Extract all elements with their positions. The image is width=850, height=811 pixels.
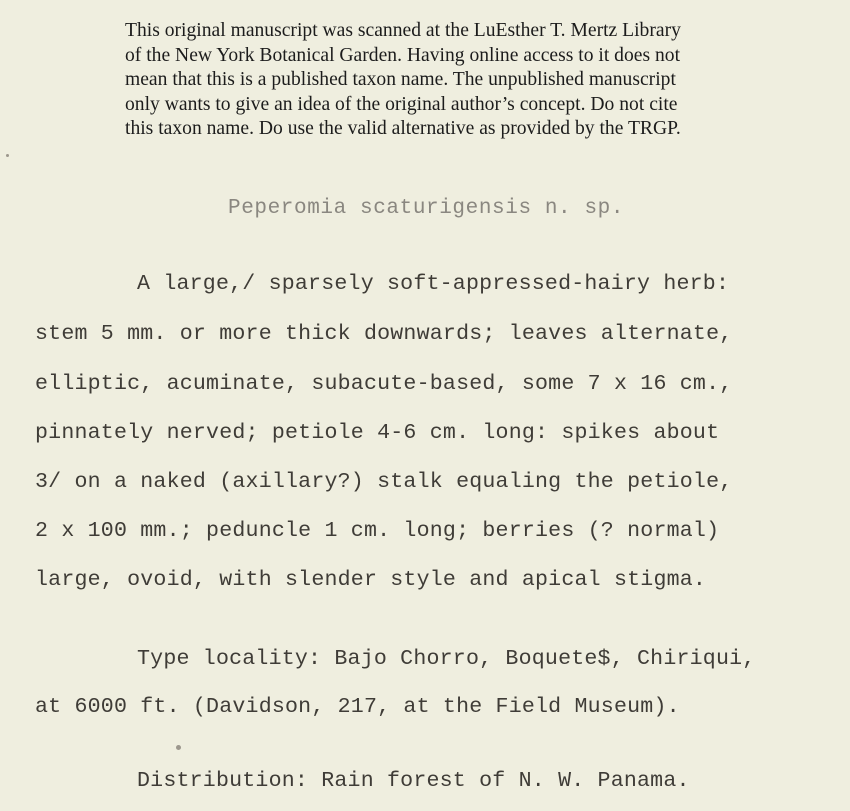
description-line: A large,/ sparsely soft-appressed-hairy herb:: [137, 272, 730, 296]
description-line: 2 x 100 mm.; peduncle 1 cm. long; berries (? normal): [35, 519, 720, 543]
scan-speck: [176, 745, 181, 750]
library-notice: [125, 19, 825, 142]
description-line: pinnately nerved; petiole 4-6 cm. long: spikes about: [35, 421, 720, 445]
type-locality-line: Type locality: Bajo Chorro, Boquete$, Chiriqui,: [137, 647, 756, 671]
notice-line: this taxon name. Do use the valid alternative as provided by the TRGP.: [125, 118, 681, 140]
description-line: 3/ on a naked (axillary?) stalk equaling the petiole,: [35, 470, 733, 494]
species-title: Peperomia scaturigensis n. sp.: [228, 197, 625, 220]
notice-line: mean that this is a published taxon name. The unpublished manuscript: [125, 69, 676, 91]
description-line: stem 5 mm. or more thick downwards; leaves alternate,: [35, 322, 733, 346]
notice-line: of the New York Botanical Garden. Having online access to it does not: [125, 44, 681, 66]
scan-speck: [6, 154, 9, 157]
distribution-line: Distribution: Rain forest of N. W. Panama.: [137, 769, 690, 793]
description-line: large, ovoid, with slender style and apical stigma.: [35, 568, 707, 592]
description-line: elliptic, acuminate, subacute-based, some 7 x 16 cm.,: [35, 372, 733, 396]
notice-line: This original manuscript was scanned at the LuEsther T. Mertz Library: [125, 20, 681, 41]
notice-line: only wants to give an idea of the original author’s concept. Do not cite: [125, 93, 678, 115]
type-locality-line: at 6000 ft. (Davidson, 217, at the Field Museum).: [35, 695, 680, 719]
